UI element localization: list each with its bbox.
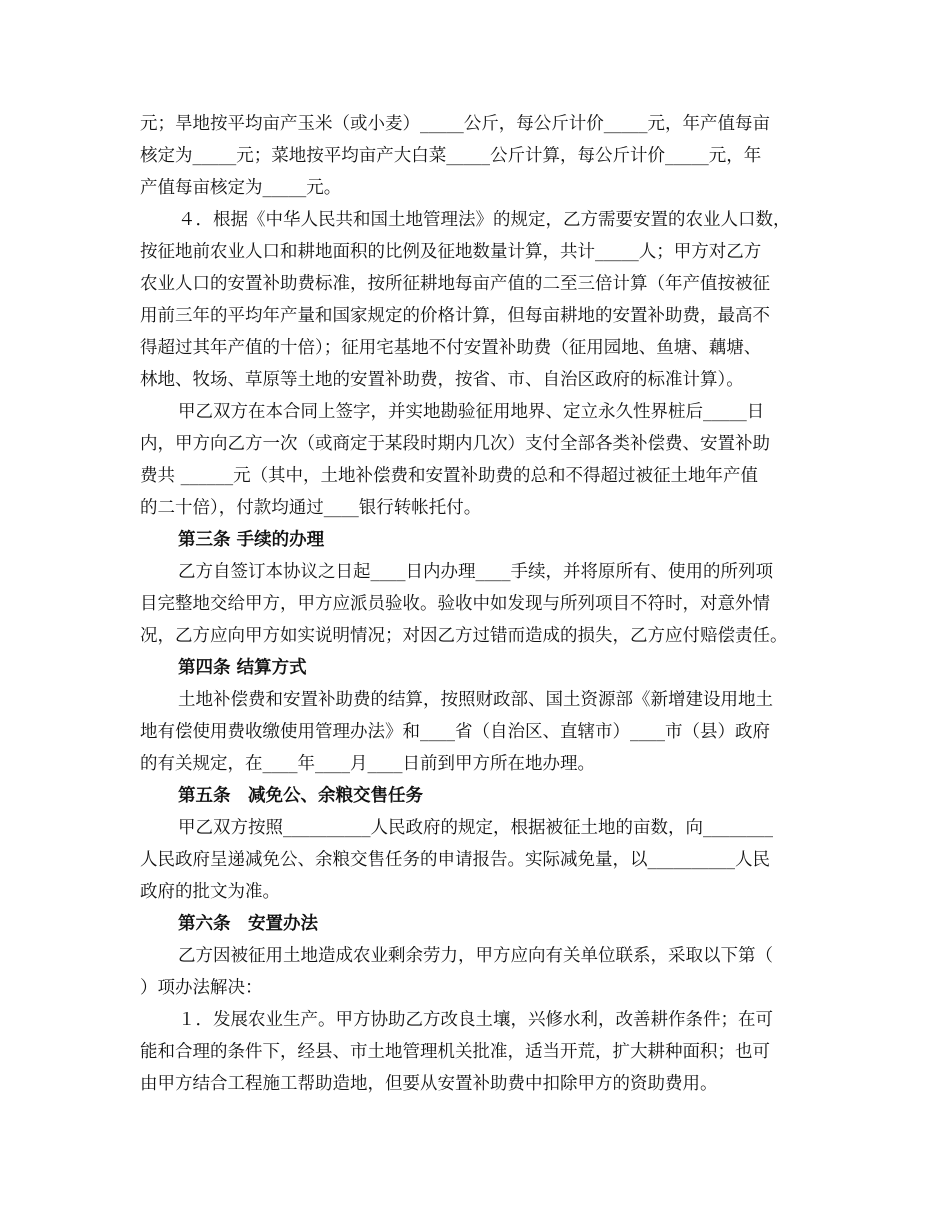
text-line: 核定为_____元；菜地按平均亩产大白菜_____公斤计算，每公斤计价_____元，年 (140, 146, 762, 166)
text-line: 农业人口的安置补助费标准，按所征耕地每亩产值的二至三倍计算（年产值按被征 (140, 274, 770, 294)
text-line: 乙方自签订本协议之日起____日内办理____手续，并将原所有、使用的所列项 (178, 562, 773, 582)
text-line: 目完整地交给甲方，甲方应派员验收。验收中如发现与所列项目不符时，对意外情 (140, 594, 770, 614)
text-line: １．发展农业生产。甲方协助乙方改良土壤，兴修水利，改善耕作条件；在可 (178, 1010, 773, 1030)
text-line: 地有偿使用费收缴使用管理办法》和____省（自治区、直辖市）____市（县）政府 (140, 722, 770, 742)
text-line: 得超过其年产值的十倍）；征用宅基地不付安置补助费（征用园地、鱼塘、藕塘、 (140, 338, 762, 358)
text-line: 产值每亩核定为_____元。 (140, 178, 342, 198)
text-line: 甲乙双方按照__________人民政府的规定，根据被征土地的亩数，向________ (178, 818, 773, 838)
section-heading: 第六条 安置办法 (178, 914, 318, 934)
text-line: 能和合理的条件下，经县、市土地管理机关批准，适当开荒，扩大耕种面积；也可 (140, 1042, 770, 1062)
text-line: 甲乙双方在本合同上签字，并实地勘验征用地界、定立永久性界桩后_____日 (178, 402, 765, 422)
text-line: 元；旱地按平均亩产玉米（或小麦）_____公斤，每公斤计价_____元，年产值每亩 (140, 114, 770, 134)
text-line: 况，乙方应向甲方如实说明情况；对因乙方过错而造成的损失，乙方应付赔偿责任。 (140, 626, 788, 646)
text-line: 乙方因被征用土地造成农业剩余劳力，甲方应向有关单位联系，采取以下第（ (178, 946, 773, 966)
section-heading: 第四条 结算方式 (178, 658, 307, 678)
text-line: 的二十倍），付款均通过____银行转帐托付。 (140, 498, 482, 518)
text-line: 人民政府呈递减免公、余粮交售任务的申请报告。实际减免量，以__________人民 (140, 850, 770, 870)
text-line: 费共 ______元（其中，土地补偿费和安置补助费的总和不得超过被征土地年产值 (140, 466, 759, 486)
text-line: ）项办法解决： (140, 978, 263, 998)
section-heading: 第五条 减免公、余粮交售任务 (178, 786, 423, 806)
text-line: ４．根据《中华人民共和国土地管理法》的规定，乙方需要安置的农业人口数， (178, 210, 791, 230)
text-line: 按征地前农业人口和耕地面积的比例及征地数量计算，共计_____人；甲方对乙方 (140, 242, 762, 262)
text-line: 政府的批文为准。 (140, 882, 280, 902)
text-line: 土地补偿费和安置补助费的结算，按照财政部、国土资源部《新增建设用地土 (178, 690, 773, 710)
text-line: 用前三年的平均年产量和国家规定的价格计算，但每亩耕地的安置补助费，最高不 (140, 306, 770, 326)
section-heading: 第三条 手续的办理 (178, 530, 325, 550)
text-line: 由甲方结合工程施工帮助造地，但要从安置补助费中扣除甲方的资助费用。 (140, 1074, 718, 1094)
text-line: 的有关规定，在____年____月____日前到甲方所在地办理。 (140, 754, 595, 774)
text-line: 内，甲方向乙方一次（或商定于某段时期内几次）支付全部各类补偿费、安置补助 (140, 434, 770, 454)
text-line: 林地、牧场、草原等土地的安置补助费，按省、市、自治区政府的标准计算）。 (140, 370, 744, 390)
